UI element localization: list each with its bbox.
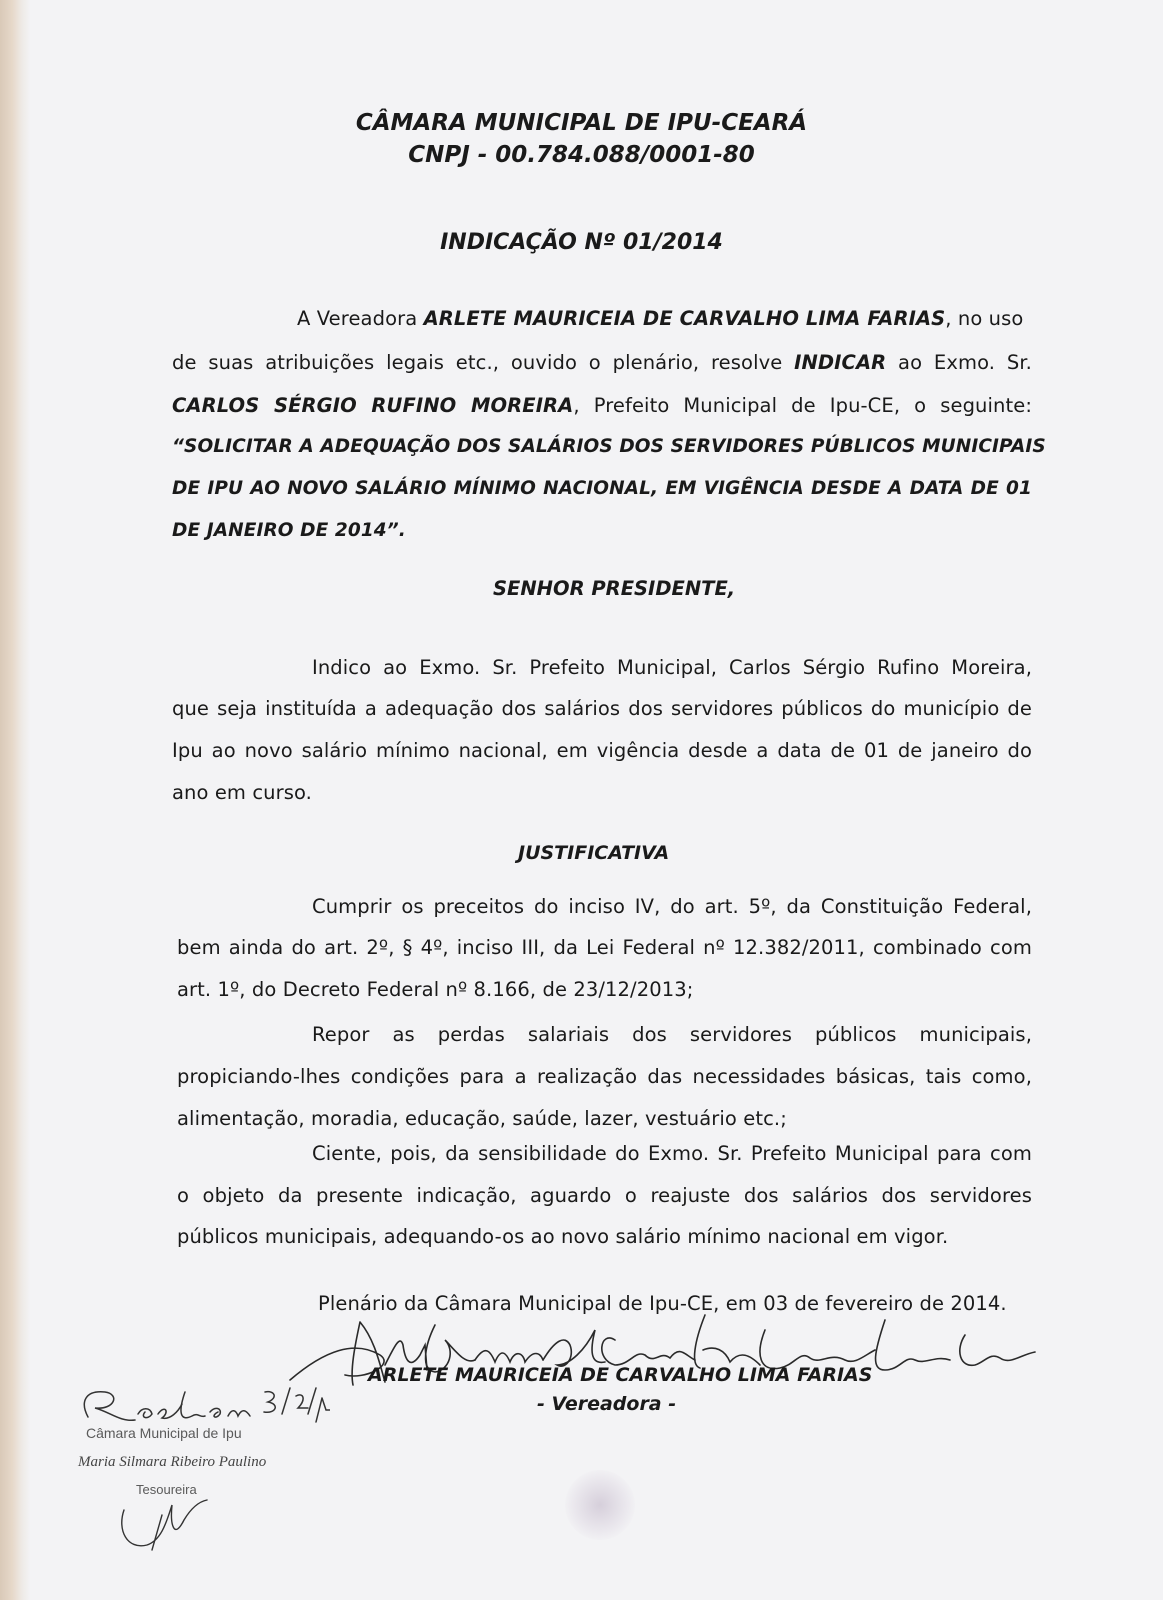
indicar-keyword: INDICAR xyxy=(794,351,887,374)
justification-p1-line-1: Cumprir os preceitos do inciso IV, do art. 5º, da Constituição Federal, xyxy=(312,895,1032,918)
intro-text: A Vereadora xyxy=(297,307,424,330)
indication-line-2: que seja instituída a adequação dos salários dos servidores públicos do município de xyxy=(172,697,1032,720)
stamp-person: Maria Silmara Ribeiro Paulino xyxy=(78,1454,267,1470)
intro-line-1 xyxy=(297,307,1023,330)
document-title: INDICAÇÃO Nº 01/2014 xyxy=(440,230,723,255)
intro-text: , no uso xyxy=(945,307,1024,330)
address-heading: SENHOR PRESIDENTE, xyxy=(493,577,736,600)
intro-line-3 xyxy=(172,394,1032,417)
intro-text: de suas atribuições legais etc., ouvido o plenário, resolve xyxy=(172,351,795,374)
stamp-institution: Câmara Municipal de Ipu xyxy=(86,1425,242,1441)
cnpj-line: CNPJ - 00.784.088/0001-80 xyxy=(408,142,755,168)
receipt-handwriting xyxy=(60,1382,330,1428)
justification-p2-line-1: Repor as perdas salariais dos servidores públicos municipais, xyxy=(312,1023,1032,1046)
intro-text: , Prefeito Municipal de Ipu-CE, o seguinte: xyxy=(573,394,1032,417)
request-line-1: “SOLICITAR A ADEQUAÇÃO DOS SALÁRIOS DOS SERVIDORES PÚBLICOS MUNICIPAIS xyxy=(172,436,1046,457)
intro-line-2 xyxy=(172,351,1032,374)
signatory-name: ARLETE MAURICEIA DE CARVALHO LIMA FARIAS xyxy=(368,1364,873,1386)
mayor-name: CARLOS SÉRGIO RUFINO MOREIRA xyxy=(172,394,574,417)
justification-p1-line-2: bem ainda do art. 2º, § 4º, inciso III, da Lei Federal nº 12.382/2011, combinado com xyxy=(177,936,1032,959)
handwritten-signature xyxy=(285,1310,1045,1400)
indication-line-4: ano em curso. xyxy=(172,781,312,804)
place-date-line: Plenário da Câmara Municipal de Ipu-CE, em 03 de fevereiro de 2014. xyxy=(318,1292,1007,1315)
justification-p3-line-3: públicos municipais, adequando-os ao novo salário mínimo nacional em vigor. xyxy=(177,1225,949,1248)
justification-p2-line-2: propiciando-lhes condições para a realização das necessidades básicas, tais como, xyxy=(177,1065,1032,1088)
justification-p3-line-2: o objeto da presente indicação, aguardo o reajuste dos salários dos servidores xyxy=(177,1184,1032,1207)
signatory-role: - Vereadora - xyxy=(537,1393,677,1415)
stamp-role: Tesoureira xyxy=(136,1482,197,1497)
request-line-2: DE IPU AO NOVO SALÁRIO MÍNIMO NACIONAL, EM VIGÊNCIA DESDE A DATA DE 01 xyxy=(172,478,1032,499)
institution-title: CÂMARA MUNICIPAL DE IPU-CEARÁ xyxy=(355,110,808,136)
justification-p3-line-1: Ciente, pois, da sensibilidade do Exmo. Sr. Prefeito Municipal para com xyxy=(312,1142,1032,1165)
indication-line-1: Indico ao Exmo. Sr. Prefeito Municipal, Carlos Sérgio Rufino Moreira, xyxy=(312,656,1032,679)
justification-heading: JUSTIFICATIVA xyxy=(518,842,670,864)
councilor-name: ARLETE MAURICEIA DE CARVALHO LIMA FARIAS xyxy=(423,307,946,330)
indication-line-3: Ipu ao novo salário mínimo nacional, em vigência desde a data de 01 de janeiro do xyxy=(172,739,1032,762)
request-line-3: DE JANEIRO DE 2014”. xyxy=(172,520,406,541)
intro-text: ao Exmo. Sr. xyxy=(886,351,1032,374)
justification-p2-line-3: alimentação, moradia, educação, saúde, lazer, vestuário etc.; xyxy=(177,1107,787,1130)
initials-mark xyxy=(112,1490,222,1558)
ink-smudge xyxy=(565,1470,635,1540)
justification-p1-line-3: art. 1º, do Decreto Federal nº 8.166, de 23/12/2013; xyxy=(177,978,694,1001)
